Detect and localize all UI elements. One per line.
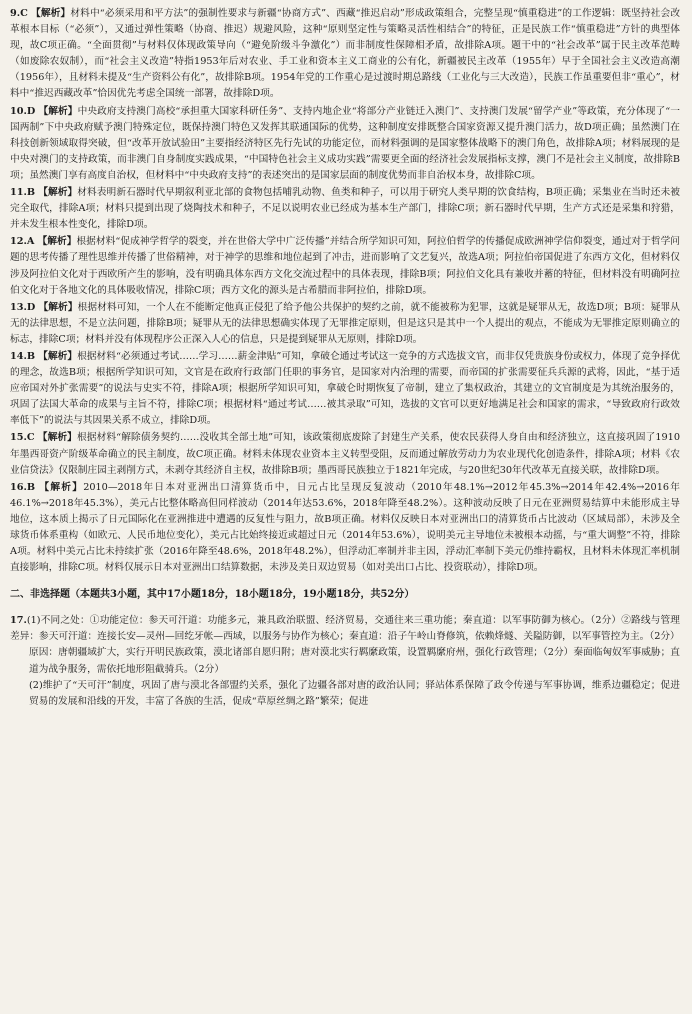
answer-text: 中央政府支持澳门高校“承担重大国家科研任务”、支持内地企业“将部分产业链迁入澳门”、支持澳门发展“留学产业”等政策，充分体现了“一国两制”下中央政府赋予澳门特殊定位，既保持澳门特色又发挥其联通国际的优势，这种制度安排既整合国家资源又提升澳门活力，故D项正确；虽然澳门在科技创新领域取得突破，但“改革开放试验田”主要指经济特区先行先试的功能定位，而材料强调的是国家整体战略下的澳门角色，故排除A项；材料展现的是中央对澳门的支持政策，而非澳门自身制度实践成果，“中国特色社会主义成功实践”需要更全面的经济社会发展指标支撑，澳门不是社会主义制度，故排除B项；虽然澳门享有高度自治权，但材料中“中央政府支持”的表述突出的是国家层面的制度优势而非自治权本身，故排除C项。 xyxy=(10,105,680,181)
answer-14 xyxy=(10,349,680,429)
answer-number: 11.B xyxy=(10,187,36,199)
analysis-tag: 【解析】 xyxy=(38,187,78,199)
answer-number: 12.A xyxy=(10,236,35,248)
answer-17-part1: (1)不同之处：①功能定位：参天可汗道：功能多元，兼具政治联盟、经济贸易，交通往来三重功能；秦直道：以军事防御为核心。（2分）②路线与管理差异：参天可汗道：连接长安—灵州—回纥牙帐—西域，以服务与协作为核心；秦直道：沿子午岭山脊修筑，依赖烽燧、关隘防御，以军事管控为主。（2分） xyxy=(10,615,680,643)
answer-9 xyxy=(10,6,680,103)
analysis-tag: 【解析】 xyxy=(37,432,77,444)
answer-number: 9.C xyxy=(10,8,28,19)
answer-text: 根据材料“促成神学哲学的裂变，并在世俗大学中广泛传播”并结合所学知识可知，阿拉伯哲学的传播促成欧洲神学信仰裂变，通过对于哲学问题的思考传播了理性思维并传播了世俗精神，对于神学的思维和地位起到了冲击，进而影响了文艺复兴，故选A项；阿拉伯帝国促进了东西方文化，但材料仅涉及阿拉伯文化对于西欧所产生的影响，没有明确具体东西方文化交流过程中的具体表现，排除B项；阿拉伯文化具有兼收并蓄的特征，但材料没有明确阿拉伯文化对于各地文化的具体吸收情况，排除C项；西方文化的源头是古希腊而非阿拉伯，排除D项。 xyxy=(10,236,680,296)
answer-text: 材料中“必须采用和平方法”的强制性要求与新疆“协商方式”、西藏“推迟启动”形成政策组合，完整呈现“慎重稳进”的工作逻辑：既坚持社会改革根本目标（“必须”），又通过弹性策略（协商、推迟）规避风险，这种“原则坚定性与策略灵活性相结合”的特征，正是民族工作“慎重稳进”方针的典型体现，故C项正确。“全面贯彻”与材料仅体现政策导向（“避免阶级斗争激化”）而非制度性保障相矛盾，故排除A项。题干中的“社会改革”属于民主改革范畴（如废除农奴制），而“社会主义改造”特指1953年后对农业、手工业和资本主义工商业的公有化，新疆被民主改革（1955年）早于全国社会主义改造高潮（1956年），且材料未提及“生产资料公有化”，故排除B项。1954年党的工作重心是过渡时期总路线（工业化与三大改造），民族工作虽重要但非“重心”，材料中“推迟西藏改革”恰因优先考虑全国统一部署，故排除D项。 xyxy=(10,8,681,100)
answer-10 xyxy=(10,104,680,184)
answer-12 xyxy=(10,234,680,298)
answer-number: 15.C xyxy=(10,432,35,444)
answer-number: 13.D xyxy=(10,301,36,313)
analysis-tag: 【解析】 xyxy=(37,236,77,248)
answer-13 xyxy=(10,300,680,348)
answer-15 xyxy=(10,430,680,478)
answer-text: 根据材料“解除债务契约……没收其全部土地”可知，该政策彻底废除了封建生产关系，使农民获得人身自由和经济独立，这直接巩固了1910年墨西哥资产阶级革命确立的民主制度，故C项正确。材料未体现农业资本主义转型受阻，反而通过解放劳动力为农业现代化创造条件，排除A项；材料《农业信贷法》仅限制庄园主剥削方式，未剥夺其经济自主权，故排除B项；墨西哥民族独立于1821年完成，与20世纪30年代改革无直接关联，故排除D项。 xyxy=(10,432,680,476)
answer-number: 17. xyxy=(10,615,27,627)
answer-number: 10.D xyxy=(10,105,36,117)
answer-text: 材料表明新石器时代早期叙利亚北部的食物包括哺乳动物、鱼类和种子，可以用于研究人类早期的饮食结构，B项正确；采集业在当时还未被完全取代，排除A项；材料只提到出现了烧陶技术和种子，不足以说明农业已经成为基本生产部门，排除C项；新石器时代早期，生产方式还是采集和狩猎，并未发生根本性变化，排除D项。 xyxy=(10,187,680,231)
answer-text: 2010—2018年日本对亚洲出口清算货币中，日元占比呈现反复波动（2010年48.1%→2012年45.3%→2014年42.4%→2016年46.1%→2018年45.3%），美元占比整体略高但同样波动（2014年达53.6%，2018年降至48.2%）。这种波动反映了日元在亚洲贸易结算中未能形成主导地位，这本质上揭示了日元国际化在亚洲推进中遭遇的反复性与阻力，故B项正确。材料仅反映日本对亚洲出口的清算货币占比波动（区域局部），未涉及全球货币体系重构（如欧元、人民币地位变化），美元占比始终接近或超过日元（2014年53.6%），说明美元主导地位未被根本动摇，与“重大调整”不符，排除A项。材料中美元占比未持续扩张（2016年降至48.6%，2018年48.2%），但浮动汇率制并非主因，浮动汇率制下美元仍维持霸权，且材料未体现汇率机制直接影响，排除C项。材料仅展示日本对亚洲出口结算数据，未涉及美日双边贸易（如对美出口占比、投资联动），排除D项。 xyxy=(10,481,680,574)
answer-number: 14.B xyxy=(10,350,36,362)
analysis-tag: 【解析】 xyxy=(39,481,84,493)
answer-text: 根据材料“必须通过考试……学习……薪金津贴”可知，拿破仑通过考试这一竞争的方式选拔文官，而非仅凭贵族身份或权力，体现了竞争择优的理念，故选B项；根据所学知识可知，文官是在政府行政部门任职的事务官，是国家对内治理的需要，而帝国的扩张需要征兵兵源的武将，因此，“基于适应帝国对外扩张需要”的说法与史实不符，排除A项；根据所学知识可知，拿破仑时期恢复了帝制，建立了集权政治，其建立的文官制度是为其统治服务的，巩固了法国大革命的成果与主旨不符，排除C项；根据材料“通过考试……被其录取”可知，选拔的文官可以更好地满足社会和国家的需求，“导致政府行政效率低下”的说法与其因果关系不成立，排除D项。 xyxy=(10,350,680,427)
answer-11 xyxy=(10,185,680,233)
answer-17-part2: (2)维护了“天可汗”制度，巩固了唐与漠北各部盟约关系，强化了边疆各部对唐的政治认同；驿站体系保障了政令传递与军事协调，维系边疆稳定；促进贸易的发展和沿线的开发，丰富了各族的生活，促成“草原丝绸之路”繁荣；促进 xyxy=(29,679,680,707)
analysis-tag: 【解析】 xyxy=(38,301,78,313)
analysis-tag: 【解析】 xyxy=(38,105,78,117)
answer-text: 根据材料可知，一个人在不能断定他真正侵犯了给予他公共保护的契约之前，就不能被称为犯罪，这就是疑罪从无，故选D项；B项：疑罪从无的法律思想，不是立法问题，排除B项；疑罪从无的法律思想确实体现了无罪推定原则，但是这只是其中一个人提出的观点，不能成为无罪推定原则确立的标志，排除C项；材料并没有体现程序公正深入人心的信息，只是提到疑罪从无原则，排除D项。 xyxy=(10,301,680,345)
answer-17-reasons: 原因：唐朝疆域扩大，实行开明民族政策，漠北诸部自愿归附；唐对漠北实行羁縻政策，设置羁縻府州，强化行政管理；（2分）秦面临匈奴军事威胁；直道为战争服务，需依托地形阻截骑兵。（2分） xyxy=(29,647,680,675)
analysis-tag: 【解析】 xyxy=(31,8,71,19)
answer-number: 16.B xyxy=(10,481,36,493)
answer-17 xyxy=(10,613,680,710)
section-heading: 二、非选择题（本题共3小题，其中17小题18分，18小题18分，19小题18分，共52分） xyxy=(10,589,415,601)
analysis-tag: 【解析】 xyxy=(38,350,78,362)
answer-16 xyxy=(10,480,680,577)
